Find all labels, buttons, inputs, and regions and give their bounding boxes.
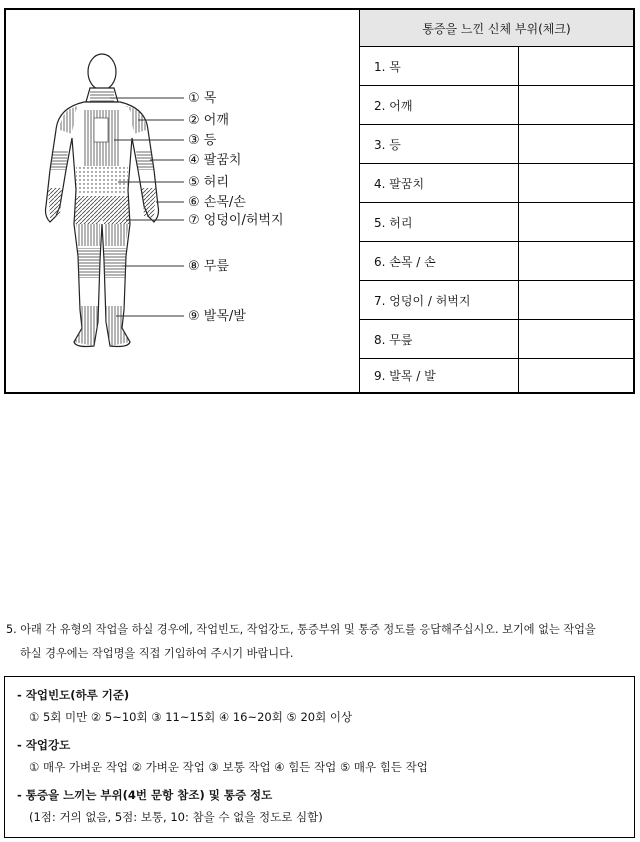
table-row: [360, 359, 633, 392]
table-header: 통증을 느낀 신체 부위(체크): [360, 10, 633, 47]
pain-scale: (1점: 거의 없음, 5점: 보통, 10: 참을 수 없을 정도로 심함): [29, 810, 323, 824]
legend-box: [4, 676, 635, 838]
row-label: 2. 어깨: [360, 86, 519, 124]
check-cell-waist[interactable]: [520, 203, 633, 241]
check-cell-shoulder[interactable]: [520, 86, 633, 124]
check-cell-ankle[interactable]: [520, 359, 633, 392]
label-hip: ⑦ 엉덩이/허벅지: [188, 213, 284, 228]
knee-region: [78, 248, 100, 278]
body-diagram: [6, 10, 359, 392]
knee-region-right: [104, 248, 126, 278]
table-row: [360, 86, 633, 125]
label-neck: ① 목: [188, 91, 217, 106]
table-row: [360, 242, 633, 281]
table-row: [360, 47, 633, 86]
neck-region: [90, 90, 114, 102]
row-label: 8. 무릎: [360, 320, 519, 358]
table-row: [360, 320, 633, 359]
table-row: [360, 164, 633, 203]
label-ankle: ⑨ 발목/발: [188, 309, 246, 324]
row-label: 9. 발목 / 발: [360, 359, 519, 392]
label-knee: ⑧ 무릎: [188, 259, 229, 274]
body-part-table: [4, 8, 635, 394]
row-label: 5. 허리: [360, 203, 519, 241]
table-row: [360, 281, 633, 320]
waist-region: [76, 166, 128, 194]
row-label: 3. 등: [360, 125, 519, 163]
intensity-options: ① 매우 가벼운 작업 ② 가벼운 작업 ③ 보통 작업 ④ 힘든 작업 ⑤ 매우 힘든 작업: [29, 760, 428, 774]
pain-title: - 통증을 느끼는 부위(4번 문항 참조) 및 통증 정도: [17, 788, 273, 802]
part-labels: [188, 91, 284, 324]
row-label: 1. 목: [360, 47, 519, 85]
label-back: ③ 등: [188, 133, 217, 148]
row-label: 6. 손목 / 손: [360, 242, 519, 280]
label-wrist: ⑥ 손목/손: [188, 195, 246, 210]
row-label: 4. 팔꿈치: [360, 164, 519, 202]
table-row: [360, 125, 633, 164]
check-cell-wrist[interactable]: [520, 242, 633, 280]
check-cell-neck[interactable]: [520, 47, 633, 85]
intensity-title: - 작업강도: [17, 738, 71, 752]
label-elbow: ④ 팔꿈치: [188, 153, 242, 168]
frequency-options: ① 5회 미만 ② 5~10회 ③ 11~15회 ④ 16~20회 ⑤ 20회 이상: [29, 710, 353, 724]
check-cell-elbow[interactable]: [520, 164, 633, 202]
body-figure-cell: [6, 10, 360, 392]
back-inner: [94, 118, 108, 142]
ankle-region: [74, 306, 130, 346]
question-5: [6, 618, 636, 666]
label-waist: ⑤ 허리: [188, 175, 229, 190]
check-cell-hip[interactable]: [520, 281, 633, 319]
question-5-line1: 5. 아래 각 유형의 작업을 하실 경우에, 작업빈도, 작업강도, 통증부위 및 통증 정도를 응답해주십시오. 보기에 없는 작업을: [6, 623, 596, 636]
check-cell-back[interactable]: [520, 125, 633, 163]
question-5-line2: 하실 경우에는 작업명을 직접 기입하여 주시기 바랍니다.: [20, 647, 294, 660]
frequency-title: - 작업빈도(하루 기준): [17, 688, 130, 702]
table-row: [360, 203, 633, 242]
check-cell-knee[interactable]: [520, 320, 633, 358]
row-label: 7. 엉덩이 / 허벅지: [360, 281, 519, 319]
label-shoulder: ② 어깨: [188, 113, 229, 128]
